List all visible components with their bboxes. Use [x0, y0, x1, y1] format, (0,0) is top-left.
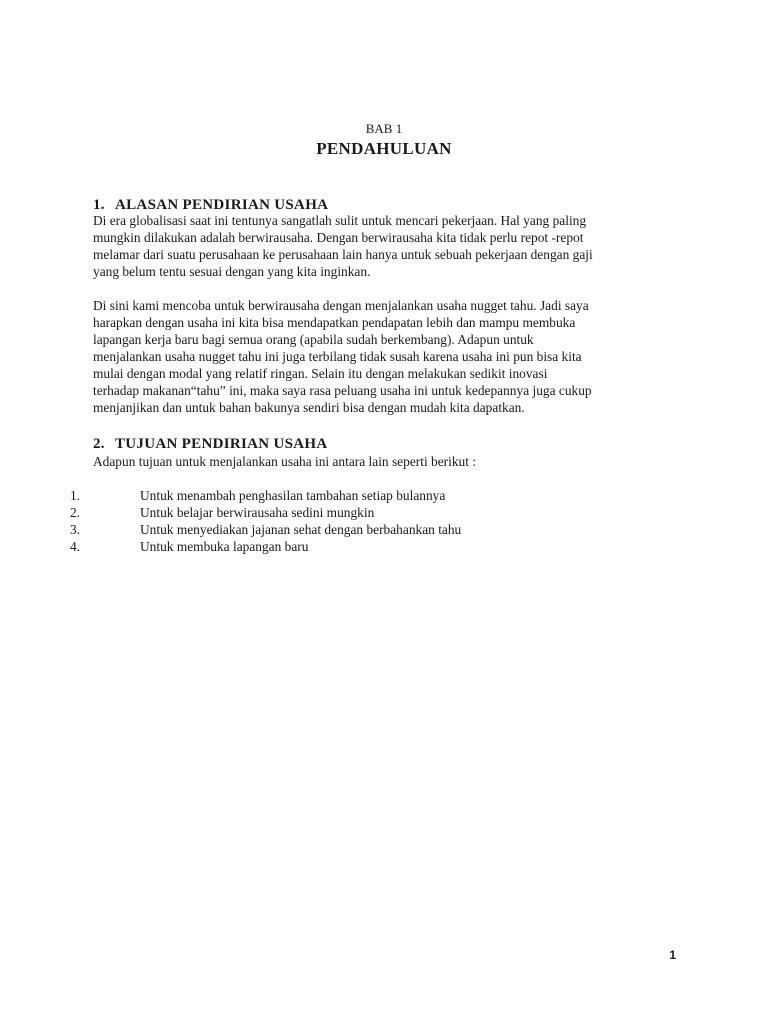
paragraph-line: melamar dari suatu perusahaan ke perusahaan lain hanya untuk sebuah pekerjaan dengan gaji [93, 247, 593, 262]
paragraph-alasan-2 [93, 297, 673, 416]
paragraph-line: mungkin dilakukan adalah berwirausaha. Dengan berwirausaha kita tidak perlu repot -repot [93, 230, 584, 245]
list-item [0, 538, 768, 555]
paragraph-line: Di era globalisasi saat ini tentunya sangatlah sulit untuk mencari pekerjaan. Hal yang paling [93, 213, 587, 228]
list-marker: 2. [69, 505, 80, 520]
page-number: 1 [669, 948, 676, 962]
paragraph-line: Di sini kami mencoba untuk berwirausaha dengan menjalankan usaha nugget tahu. Jadi saya [93, 298, 589, 313]
section-number: 2. [93, 436, 105, 452]
list-item [0, 487, 768, 504]
list-marker: 4. [69, 539, 80, 554]
chapter-title: PENDAHULUAN [316, 139, 452, 158]
list-item-text: Untuk menambah penghasilan tambahan setiap bulannya [140, 488, 446, 503]
list-item-text: Untuk belajar berwirausaha sedini mungkin [140, 505, 375, 520]
chapter-label: BAB 1 [365, 121, 403, 136]
paragraph-line: lapangan kerja baru bagi semua orang (apabila sudah berkembang). Adapun untuk [93, 332, 534, 347]
paragraph-line: terhadap makanan“tahu” ini, maka saya rasa peluang usaha ini untuk kedepannya juga cukup [93, 383, 592, 398]
list-item-text: Untuk membuka lapangan baru [140, 539, 309, 554]
paragraph-line: yang belum tentu sesuai dengan yang kita inginkan. [93, 264, 371, 279]
list-item [0, 521, 768, 538]
section-heading-text: ALASAN PENDIRIAN USAHA [115, 197, 329, 213]
list-marker: 3. [69, 522, 80, 537]
list-item-text: Untuk menyediakan jajanan sehat dengan berbahankan tahu [140, 522, 462, 537]
list-item [0, 504, 768, 521]
paragraph-line: menjalankan usaha nugget tahu ini juga terbilang tidak susah karena usaha ini pun bisa kita [93, 349, 582, 364]
section-heading-text: TUJUAN PENDIRIAN USAHA [115, 436, 328, 452]
paragraph-line: mulai dengan modal yang relatif ringan. Selain itu dengan melakukan sedikit inovasi [93, 366, 548, 381]
section-number: 1. [93, 197, 105, 213]
paragraph-alasan-1 [93, 212, 673, 280]
section-heading-tujuan [93, 435, 327, 453]
paragraph-line: harapkan dengan usaha ini kita bisa mendapatkan pendapatan lebih dan mampu membuka [93, 315, 576, 330]
paragraph-tujuan-intro [93, 453, 673, 470]
goals-list [0, 487, 768, 555]
paragraph-line: menjanjikan dan untuk bahan bakunya sendiri bisa dengan mudah kita dapatkan. [93, 400, 525, 415]
paragraph-line: Adapun tujuan untuk menjalankan usaha ini antara lain seperti berikut : [93, 454, 477, 469]
list-marker: 1. [69, 488, 80, 503]
